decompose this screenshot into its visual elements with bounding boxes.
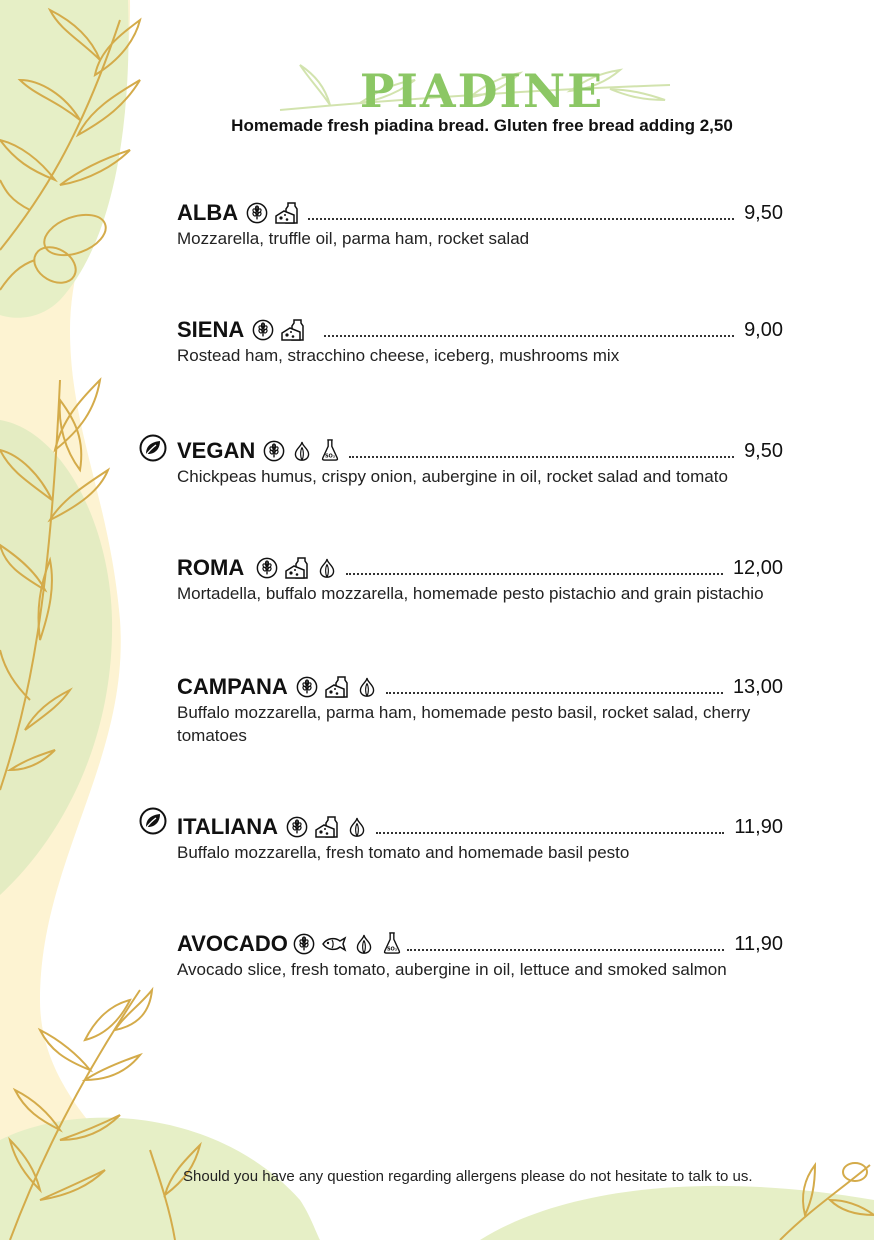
menu-subtitle: Homemade fresh piadina bread. Gluten free bread adding 2,50 xyxy=(231,116,733,135)
fish-icon xyxy=(321,932,347,956)
allergen-icons xyxy=(286,815,368,839)
item-description: Rostead ham, stracchino cheese, iceberg, mushrooms mix xyxy=(177,346,620,365)
gluten-icon xyxy=(263,439,285,463)
item-description: Chickpeas humus, crispy onion, aubergine in oil, rocket salad and tomato xyxy=(177,467,728,486)
dot-leader xyxy=(324,334,734,337)
item-name: ITALIANA xyxy=(177,814,279,839)
allergen-icons xyxy=(246,201,300,225)
gluten-icon xyxy=(246,201,268,225)
dairy-icon xyxy=(314,815,340,839)
green-blob-bottom-right xyxy=(480,1186,874,1240)
gluten-icon xyxy=(293,932,315,956)
vegan-icon xyxy=(139,807,167,835)
item-description: Buffalo mozzarella, parma ham, homemade pesto basil, rocket salad, cherry tomatoes xyxy=(177,703,751,745)
sulphites-icon xyxy=(319,437,341,463)
garlic-icon xyxy=(346,815,368,839)
item-description: Avocado slice, fresh tomato, aubergine in oil, lettuce and smoked salmon xyxy=(177,960,727,979)
item-description: Mozzarella, truffle oil, parma ham, rocket salad xyxy=(177,229,530,248)
menu-item xyxy=(177,312,783,367)
menu-item xyxy=(177,195,783,250)
dot-leader xyxy=(346,572,723,575)
item-description: Buffalo mozzarella, fresh tomato and homemade basil pesto xyxy=(177,843,630,862)
menu-title: PIADINE xyxy=(359,64,605,118)
menu-item xyxy=(177,669,783,747)
menu-item xyxy=(177,926,783,981)
item-description: Mortadella, buffalo mozzarella, homemade pesto pistachio and grain pistachio xyxy=(177,584,764,603)
item-name: ROMA xyxy=(177,555,245,580)
menu-header xyxy=(0,60,874,136)
gluten-icon xyxy=(296,675,318,699)
gluten-icon xyxy=(286,815,308,839)
gluten-icon xyxy=(252,318,274,342)
garlic-icon xyxy=(316,556,338,580)
menu-item xyxy=(177,809,783,864)
dot-leader xyxy=(376,831,724,834)
allergen-icons xyxy=(296,675,378,699)
item-name: ALBA xyxy=(177,200,239,225)
item-price: 13,00 xyxy=(732,676,783,698)
dairy-icon xyxy=(324,675,350,699)
item-price: 9,50 xyxy=(744,440,783,462)
allergen-icons xyxy=(293,930,403,956)
allergen-icons xyxy=(252,318,306,342)
dairy-icon xyxy=(274,201,300,225)
sulphites-icon xyxy=(381,930,403,956)
item-price: 11,90 xyxy=(734,816,783,838)
item-name: SIENA xyxy=(177,317,245,342)
menu-item xyxy=(177,550,783,605)
dot-leader xyxy=(349,455,734,458)
dot-leader xyxy=(308,217,734,220)
dairy-icon xyxy=(280,318,306,342)
garlic-icon xyxy=(353,932,375,956)
gluten-icon xyxy=(256,556,278,580)
item-price: 9,00 xyxy=(744,319,783,341)
garlic-icon xyxy=(356,675,378,699)
dot-leader xyxy=(407,948,725,951)
item-name: VEGAN xyxy=(177,438,256,463)
item-price: 9,50 xyxy=(744,202,783,224)
allergen-icons xyxy=(256,556,338,580)
item-price: 11,90 xyxy=(734,933,783,955)
allergen-icons xyxy=(263,437,341,463)
allergen-footer-note: Should you have any question regarding allergens please do not hesitate to talk to us. xyxy=(183,1168,753,1185)
vegan-icon xyxy=(139,434,167,462)
item-name: CAMPANA xyxy=(177,674,288,699)
garlic-icon xyxy=(291,439,313,463)
item-name: AVOCADO xyxy=(177,931,288,956)
dairy-icon xyxy=(284,556,310,580)
dot-leader xyxy=(386,691,723,694)
menu-item xyxy=(177,433,783,488)
item-price: 12,00 xyxy=(732,557,783,579)
